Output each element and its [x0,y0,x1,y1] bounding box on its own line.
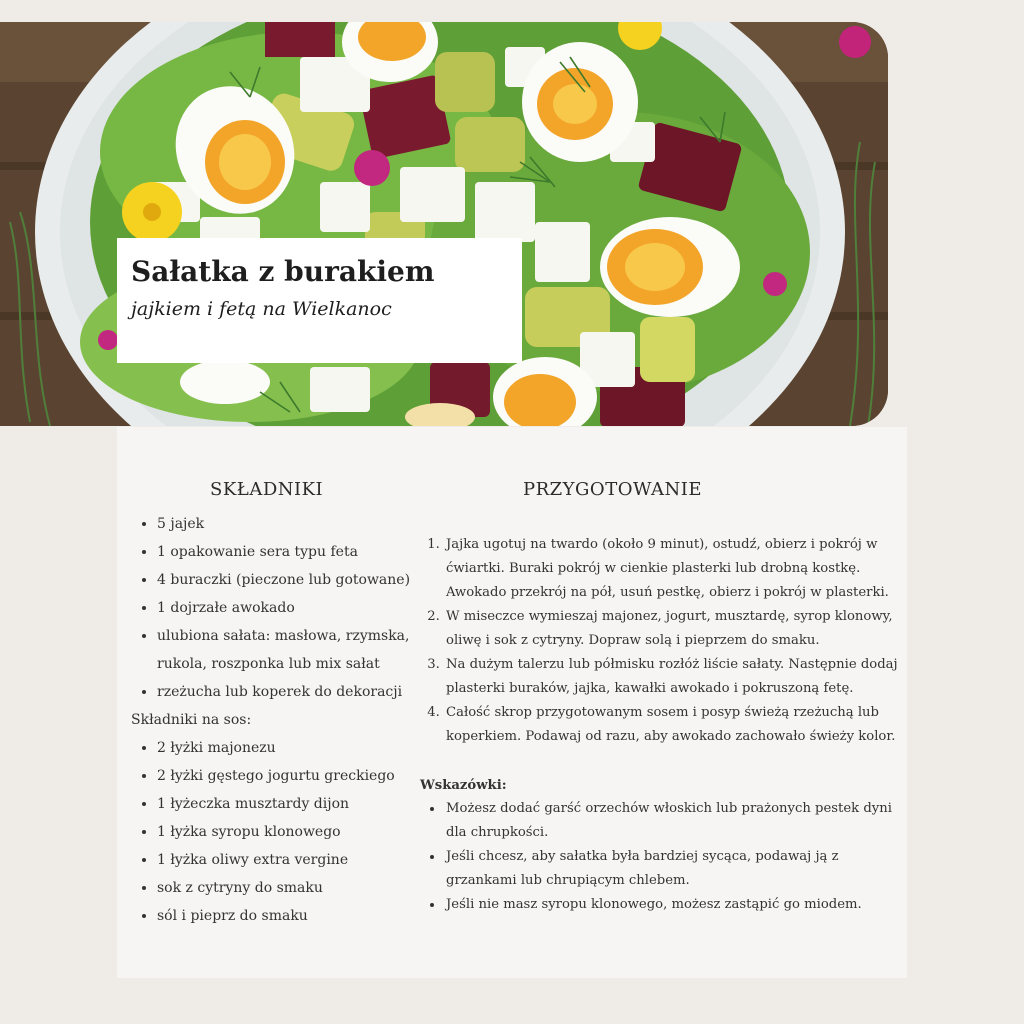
preparation-column [420,533,900,917]
tips-list [420,797,900,917]
step-item: 3. Na dużym talerzu lub półmisku rozłóż liście sałaty. Następnie dodaj plasterki buraków, jajka, kawałki awokado i pokruszoną fetę. [444,653,900,701]
salad-photo [0,22,888,426]
recipe-subtitle: jajkiem i fetą na Wielkanoc [131,298,392,320]
tip-item: • Jeśli chcesz, aby sałatka była bardziej sycąca, podawaj ją z grzankami lub chrupiącym chlebem. [444,845,900,893]
recipe-title: Sałatka z burakiem [131,255,435,288]
ingredients-list [131,510,431,706]
list-item: • rzeżucha lub koperek do dekoracji [157,678,431,706]
recipe-panel [117,427,907,978]
step-item: 2. W miseczce wymieszaj majonez, jogurt, musztardę, syrop klonowy, oliwę i sok z cytryny. Dopraw solą i pieprzem do smaku. [444,605,900,653]
title-card [117,238,522,363]
list-item: • 1 dojrzałe awokado [157,594,431,622]
step-item: 1. Jajka ugotuj na twardo (około 9 minut), ostudź, obierz i pokrój w ćwiartki. Buraki pokrój w cienkie plasterki lub drobną kostkę. Awokado przekrój na pół, usuń pestkę, obierz i pokrój w plasterki. [444,533,900,605]
list-item: • 2 łyżki gęstego jogurtu greckiego [157,762,431,790]
ingredients-column [131,510,431,930]
step-item: 4. Całość skrop przygotowanym sosem i posyp świeżą rzeżuchą lub koperkiem. Podawaj od razu, aby awokado zachowało świeży kolor. [444,701,900,749]
preparation-heading: PRZYGOTOWANIE [523,479,703,500]
list-item: • ulubiona sałata: masłowa, rzymska, rukola, roszponka lub mix sałat [157,622,431,678]
ingredients-heading: SKŁADNIKI [210,479,324,500]
list-item: • sól i pieprz do smaku [157,902,431,930]
sauce-heading: Składniki na sos: [131,712,252,728]
tips-heading: Wskazówki: [420,778,507,793]
list-item: • 4 buraczki (pieczone lub gotowane) [157,566,431,594]
sauce-ingredients-list [131,734,431,930]
list-item: • 2 łyżki majonezu [157,734,431,762]
preparation-steps [420,533,900,749]
list-item: • 5 jajek [157,510,431,538]
list-item: • 1 łyżeczka musztardy dijon [157,790,431,818]
list-item: • 1 opakowanie sera typu feta [157,538,431,566]
list-item: • 1 łyżka oliwy extra vergine [157,846,431,874]
list-item: • sok z cytryny do smaku [157,874,431,902]
list-item: • 1 łyżka syropu klonowego [157,818,431,846]
tip-item: • Możesz dodać garść orzechów włoskich lub prażonych pestek dyni dla chrupkości. [444,797,900,845]
tip-item: • Jeśli nie masz syropu klonowego, możesz zastąpić go miodem. [444,893,900,917]
